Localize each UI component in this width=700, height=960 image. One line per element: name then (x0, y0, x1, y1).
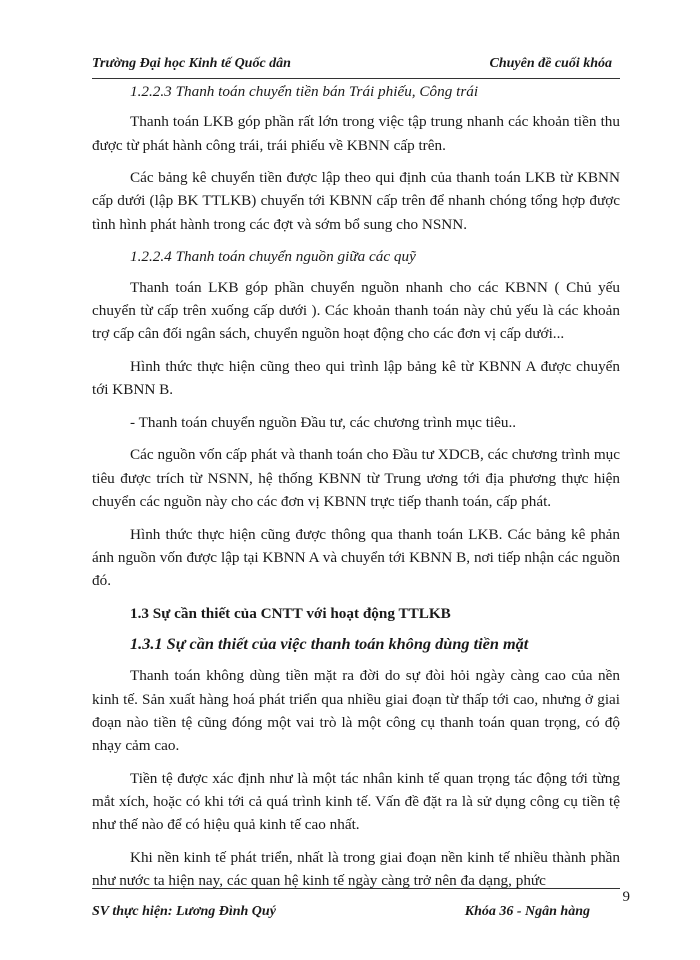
footer-divider (92, 888, 620, 889)
paragraph: Các nguồn vốn cấp phát và thanh toán cho Đầu tư XDCB, các chương trình mục tiêu được trích từ NSNN, hệ thống KBNN từ Trung ương tới địa phương thực hiện chuyển các nguồn này cho các đơn vị KBNN trực tiếp thanh toán, cấp phát. (92, 446, 620, 510)
footer-course: Khóa 36 - Ngân hàng (464, 904, 590, 919)
paragraph: Các bảng kê chuyển tiền được lập theo qui định của thanh toán LKB từ KBNN cấp dưới (lập BK TTLKB) chuyển tới KBNN cấp trên để nhanh chóng tổng hợp được tình hình phát hành trong các đợt và sớm bổ sung cho NSNN. (92, 169, 620, 233)
paragraph: Thanh toán LKB góp phần rất lớn trong việc tập trung nhanh các khoản tiền thu được từ phát hành công trái, trái phiếu về KBNN cấp trên. (92, 113, 620, 154)
page-footer (92, 904, 590, 924)
page-body (92, 80, 620, 902)
subheading-1-2-2-3: 1.2.2.3 Thanh toán chuyển tiền bán Trái phiếu, Công trái (130, 83, 479, 100)
paragraph: Hình thức thực hiện cũng được thông qua thanh toán LKB. Các bảng kê phản ánh nguồn vốn được lập tại KBNN A và chuyển tới KBNN B, nơi tiếp nhận các nguồn đó. (92, 525, 620, 590)
page-number: 9 (622, 889, 630, 905)
paragraph: Khi nền kinh tế phát triển, nhất là trong giai đoạn nền kinh tế nhiều thành phần như nước ta hiện nay, các quan hệ kinh tế ngày càng trở nên đa dạng, phức (92, 848, 620, 890)
paragraph: Tiền tệ được xác định như là một tác nhân kinh tế quan trọng tác động tới từng mắt xích, hoặc có khi tới cả quá trình kinh tế. Vấn đề đặt ra là sử dụng công cụ tiền tệ như thế nào để có hiệu quả kinh tế cao nhất. (92, 769, 620, 834)
header-thesis-title: Chuyên đề cuối khóa (489, 56, 612, 71)
section-heading-1-3-1: 1.3.1 Sự cần thiết của việc thanh toán không dùng tiền mặt (130, 634, 529, 654)
section-heading-1-3: 1.3 Sự cần thiết của CNTT với hoạt động TTLKB (130, 604, 451, 622)
footer-author: SV thực hiện: Lương Đình Quý (92, 904, 276, 919)
header-divider (92, 78, 620, 79)
subheading-1-2-2-4: 1.2.2.4 Thanh toán chuyển nguồn giữa các quỹ (130, 248, 416, 266)
page-header (92, 56, 612, 76)
header-university: Trường Đại học Kinh tế Quốc dân (92, 56, 291, 71)
paragraph: Hình thức thực hiện cũng theo qui trình lập bảng kê từ KBNN A được chuyển tới KBNN B. (92, 357, 620, 399)
paragraph: - Thanh toán chuyển nguồn Đầu tư, các chương trình mục tiêu.. (130, 413, 517, 431)
paragraph: Thanh toán không dùng tiền mặt ra đời do sự đòi hỏi ngày càng cao của nền kinh tế. Sản xuất hàng hoá phát triển qua nhiều giai đoạn từ thấp tới cao, nhưng ở giai đoạn nào tiền tệ cũng đóng một vai trò là một công cụ thanh toán quan trọng, có độ nhạy cảm cao. (92, 667, 620, 755)
paragraph: Thanh toán LKB góp phần chuyển nguồn nhanh cho các KBNN ( Chủ yếu chuyển từ cấp trên xuống cấp dưới ). Các khoản thanh toán này chủ yếu là các khoản trợ cấp cân đối ngân sách, chuyển nguồn hoạt động cho các đơn vị cấp dưới... (92, 278, 620, 343)
